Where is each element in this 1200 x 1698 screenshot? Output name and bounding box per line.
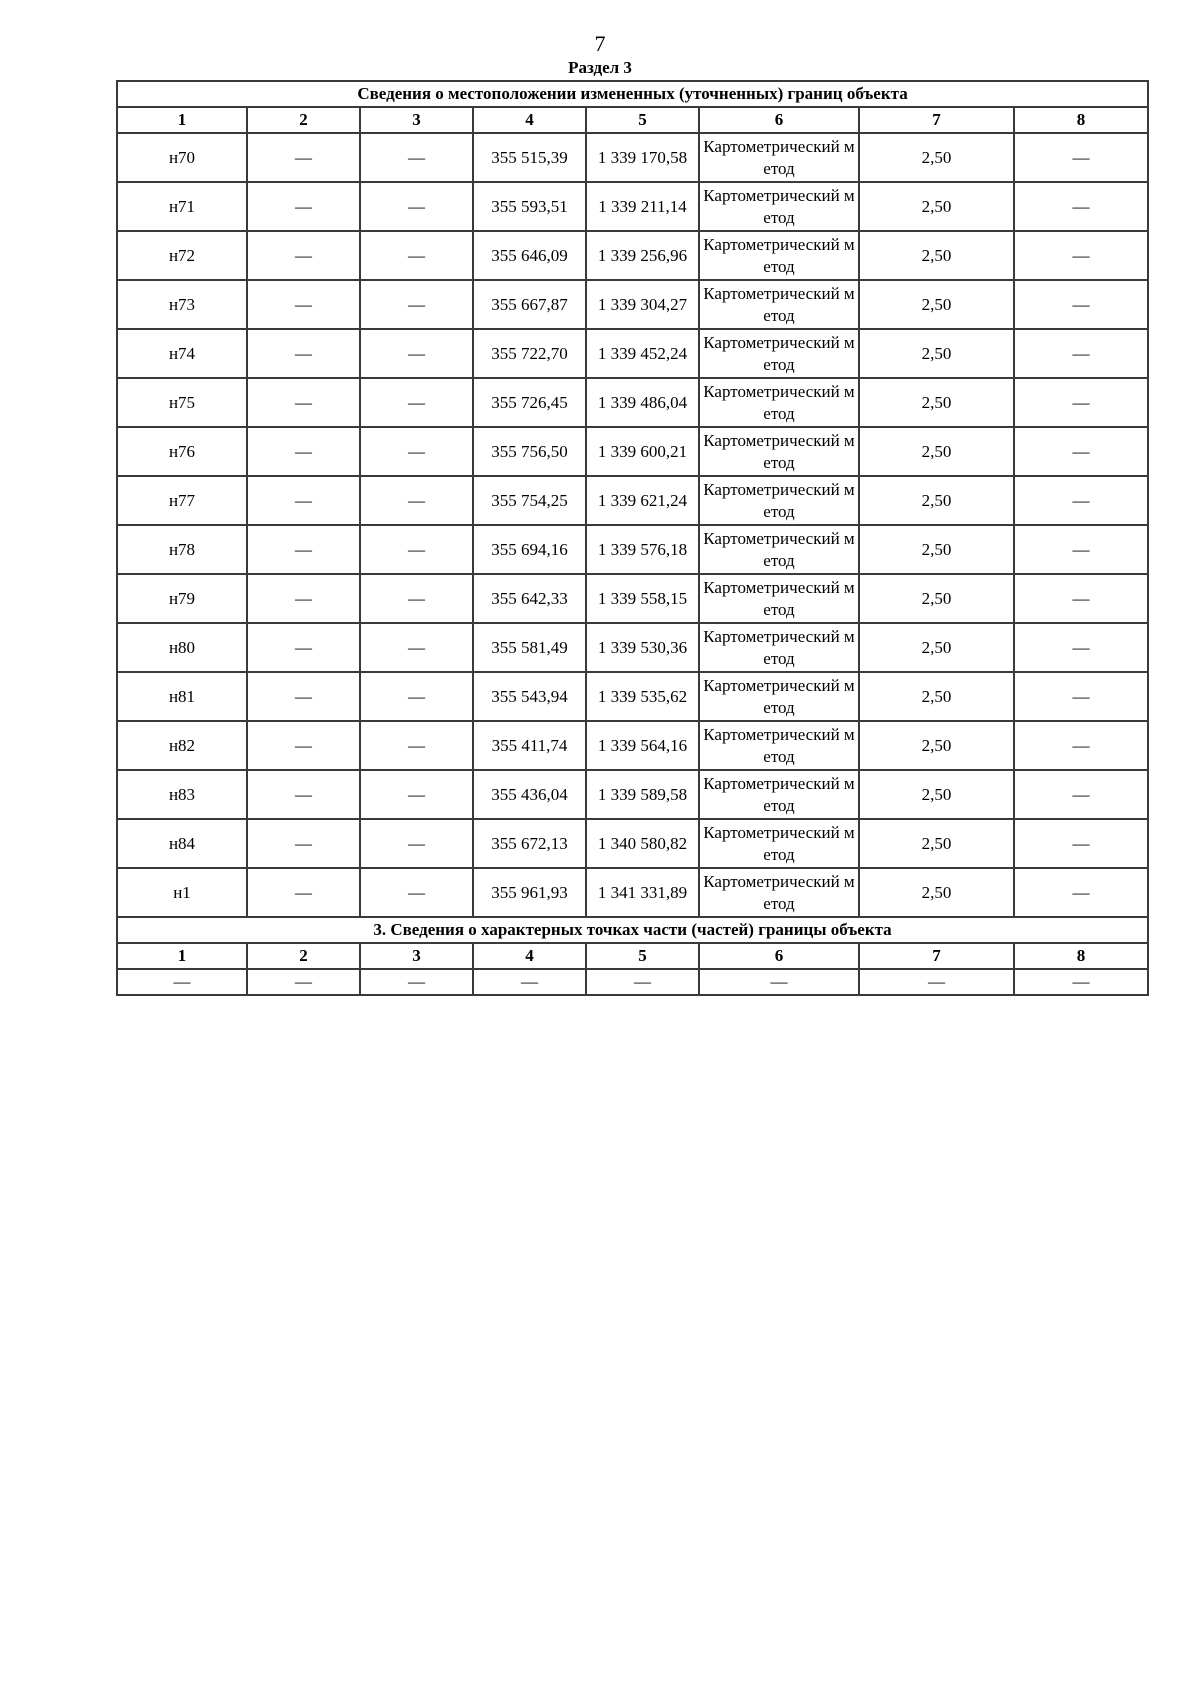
point-cell: н72 <box>117 231 247 280</box>
parts-column-header: 1 <box>117 943 247 969</box>
col8-cell: — <box>1014 672 1148 721</box>
method-cell: Картометрический метод <box>699 868 859 917</box>
accuracy-cell: 2,50 <box>859 133 1014 182</box>
point-cell: н76 <box>117 427 247 476</box>
parts-empty-row <box>117 969 1148 995</box>
parts-column-header: 4 <box>473 943 586 969</box>
point-cell: н82 <box>117 721 247 770</box>
table-row <box>117 133 1148 182</box>
point-cell: н81 <box>117 672 247 721</box>
col3-cell: — <box>360 721 473 770</box>
table-row <box>117 476 1148 525</box>
col8-cell: — <box>1014 133 1148 182</box>
col3-cell: — <box>360 574 473 623</box>
col8-cell: — <box>1014 329 1148 378</box>
x-coordinate-cell: 355 515,39 <box>473 133 586 182</box>
boundary-table <box>116 80 1149 996</box>
accuracy-cell: 2,50 <box>859 280 1014 329</box>
y-coordinate-cell: 1 339 600,21 <box>586 427 699 476</box>
parts-column-header: 5 <box>586 943 699 969</box>
column-header: 8 <box>1014 107 1148 133</box>
method-cell: Картометрический метод <box>699 133 859 182</box>
col8-cell: — <box>1014 868 1148 917</box>
y-coordinate-cell: 1 339 535,62 <box>586 672 699 721</box>
y-coordinate-cell: 1 339 486,04 <box>586 378 699 427</box>
accuracy-cell: 2,50 <box>859 476 1014 525</box>
point-cell: н75 <box>117 378 247 427</box>
x-coordinate-cell: 355 593,51 <box>473 182 586 231</box>
column-header: 7 <box>859 107 1014 133</box>
col2-cell: — <box>247 182 360 231</box>
point-cell: н73 <box>117 280 247 329</box>
accuracy-cell: 2,50 <box>859 525 1014 574</box>
parts-column-header: 6 <box>699 943 859 969</box>
parts-cell: — <box>859 969 1014 995</box>
parts-cell: — <box>247 969 360 995</box>
col3-cell: — <box>360 133 473 182</box>
accuracy-cell: 2,50 <box>859 819 1014 868</box>
col3-cell: — <box>360 623 473 672</box>
y-coordinate-cell: 1 339 211,14 <box>586 182 699 231</box>
table-row <box>117 280 1148 329</box>
x-coordinate-cell: 355 726,45 <box>473 378 586 427</box>
accuracy-cell: 2,50 <box>859 672 1014 721</box>
point-cell: н84 <box>117 819 247 868</box>
col8-cell: — <box>1014 525 1148 574</box>
col8-cell: — <box>1014 623 1148 672</box>
col2-cell: — <box>247 476 360 525</box>
col3-cell: — <box>360 525 473 574</box>
method-cell: Картометрический метод <box>699 819 859 868</box>
column-header: 6 <box>699 107 859 133</box>
col3-cell: — <box>360 280 473 329</box>
y-coordinate-cell: 1 339 564,16 <box>586 721 699 770</box>
x-coordinate-cell: 355 961,93 <box>473 868 586 917</box>
point-cell: н77 <box>117 476 247 525</box>
accuracy-cell: 2,50 <box>859 574 1014 623</box>
table-caption-row <box>117 81 1148 107</box>
point-cell: н79 <box>117 574 247 623</box>
column-header: 1 <box>117 107 247 133</box>
method-cell: Картометрический метод <box>699 672 859 721</box>
col8-cell: — <box>1014 721 1148 770</box>
method-cell: Картометрический метод <box>699 721 859 770</box>
method-cell: Картометрический метод <box>699 770 859 819</box>
y-coordinate-cell: 1 339 256,96 <box>586 231 699 280</box>
point-cell: н83 <box>117 770 247 819</box>
col3-cell: — <box>360 770 473 819</box>
x-coordinate-cell: 355 543,94 <box>473 672 586 721</box>
accuracy-cell: 2,50 <box>859 427 1014 476</box>
accuracy-cell: 2,50 <box>859 182 1014 231</box>
parts-column-header: 7 <box>859 943 1014 969</box>
point-cell: н71 <box>117 182 247 231</box>
method-cell: Картометрический метод <box>699 280 859 329</box>
y-coordinate-cell: 1 340 580,82 <box>586 819 699 868</box>
method-cell: Картометрический метод <box>699 574 859 623</box>
table-row <box>117 623 1148 672</box>
accuracy-cell: 2,50 <box>859 868 1014 917</box>
parts-cell: — <box>473 969 586 995</box>
col8-cell: — <box>1014 574 1148 623</box>
col2-cell: — <box>247 672 360 721</box>
col2-cell: — <box>247 525 360 574</box>
accuracy-cell: 2,50 <box>859 721 1014 770</box>
parts-cell: — <box>117 969 247 995</box>
table-row <box>117 525 1148 574</box>
x-coordinate-cell: 355 411,74 <box>473 721 586 770</box>
table-row <box>117 427 1148 476</box>
table-row <box>117 868 1148 917</box>
col3-cell: — <box>360 819 473 868</box>
parts-caption-row <box>117 917 1148 943</box>
x-coordinate-cell: 355 646,09 <box>473 231 586 280</box>
col8-cell: — <box>1014 378 1148 427</box>
table-row <box>117 574 1148 623</box>
table-caption: Сведения о местоположении измененных (уточненных) границ объекта <box>117 81 1148 107</box>
parts-cell: — <box>586 969 699 995</box>
col2-cell: — <box>247 427 360 476</box>
method-cell: Картометрический метод <box>699 476 859 525</box>
table-row <box>117 329 1148 378</box>
point-cell: н80 <box>117 623 247 672</box>
col8-cell: — <box>1014 231 1148 280</box>
col8-cell: — <box>1014 427 1148 476</box>
col2-cell: — <box>247 770 360 819</box>
parts-cell: — <box>360 969 473 995</box>
col2-cell: — <box>247 623 360 672</box>
col8-cell: — <box>1014 476 1148 525</box>
col2-cell: — <box>247 819 360 868</box>
col3-cell: — <box>360 182 473 231</box>
col2-cell: — <box>247 378 360 427</box>
method-cell: Картометрический метод <box>699 623 859 672</box>
y-coordinate-cell: 1 339 589,58 <box>586 770 699 819</box>
table-row <box>117 770 1148 819</box>
col2-cell: — <box>247 329 360 378</box>
y-coordinate-cell: 1 339 558,15 <box>586 574 699 623</box>
col8-cell: — <box>1014 819 1148 868</box>
col3-cell: — <box>360 868 473 917</box>
column-header-row <box>117 107 1148 133</box>
parts-header-row <box>117 943 1148 969</box>
parts-caption: 3. Сведения о характерных точках части (частей) границы объекта <box>117 917 1148 943</box>
x-coordinate-cell: 355 642,33 <box>473 574 586 623</box>
y-coordinate-cell: 1 339 530,36 <box>586 623 699 672</box>
point-cell: н1 <box>117 868 247 917</box>
table-row <box>117 672 1148 721</box>
col8-cell: — <box>1014 280 1148 329</box>
x-coordinate-cell: 355 672,13 <box>473 819 586 868</box>
method-cell: Картометрический метод <box>699 329 859 378</box>
method-cell: Картометрический метод <box>699 525 859 574</box>
y-coordinate-cell: 1 339 621,24 <box>586 476 699 525</box>
y-coordinate-cell: 1 339 576,18 <box>586 525 699 574</box>
parts-column-header: 3 <box>360 943 473 969</box>
col2-cell: — <box>247 574 360 623</box>
x-coordinate-cell: 355 722,70 <box>473 329 586 378</box>
y-coordinate-cell: 1 339 304,27 <box>586 280 699 329</box>
col2-cell: — <box>247 133 360 182</box>
y-coordinate-cell: 1 339 170,58 <box>586 133 699 182</box>
method-cell: Картометрический метод <box>699 378 859 427</box>
point-cell: н70 <box>117 133 247 182</box>
y-coordinate-cell: 1 339 452,24 <box>586 329 699 378</box>
col3-cell: — <box>360 427 473 476</box>
page-number: 7 <box>594 31 606 56</box>
col3-cell: — <box>360 329 473 378</box>
col8-cell: — <box>1014 182 1148 231</box>
column-header: 4 <box>473 107 586 133</box>
point-cell: н78 <box>117 525 247 574</box>
parts-cell: — <box>699 969 859 995</box>
method-cell: Картометрический метод <box>699 231 859 280</box>
col3-cell: — <box>360 378 473 427</box>
accuracy-cell: 2,50 <box>859 378 1014 427</box>
col2-cell: — <box>247 721 360 770</box>
method-cell: Картометрический метод <box>699 182 859 231</box>
column-header: 3 <box>360 107 473 133</box>
col2-cell: — <box>247 280 360 329</box>
column-header: 5 <box>586 107 699 133</box>
accuracy-cell: 2,50 <box>859 623 1014 672</box>
col8-cell: — <box>1014 770 1148 819</box>
parts-cell: — <box>1014 969 1148 995</box>
point-cell: н74 <box>117 329 247 378</box>
section-title: Раздел 3 <box>568 58 632 77</box>
method-cell: Картометрический метод <box>699 427 859 476</box>
col3-cell: — <box>360 231 473 280</box>
table-row <box>117 378 1148 427</box>
x-coordinate-cell: 355 756,50 <box>473 427 586 476</box>
y-coordinate-cell: 1 341 331,89 <box>586 868 699 917</box>
x-coordinate-cell: 355 694,16 <box>473 525 586 574</box>
x-coordinate-cell: 355 667,87 <box>473 280 586 329</box>
col2-cell: — <box>247 868 360 917</box>
parts-column-header: 2 <box>247 943 360 969</box>
x-coordinate-cell: 355 754,25 <box>473 476 586 525</box>
accuracy-cell: 2,50 <box>859 329 1014 378</box>
accuracy-cell: 2,50 <box>859 231 1014 280</box>
table-row <box>117 182 1148 231</box>
table-row <box>117 721 1148 770</box>
column-header: 2 <box>247 107 360 133</box>
x-coordinate-cell: 355 436,04 <box>473 770 586 819</box>
table-row <box>117 819 1148 868</box>
x-coordinate-cell: 355 581,49 <box>473 623 586 672</box>
col3-cell: — <box>360 672 473 721</box>
col3-cell: — <box>360 476 473 525</box>
col2-cell: — <box>247 231 360 280</box>
accuracy-cell: 2,50 <box>859 770 1014 819</box>
table-row <box>117 231 1148 280</box>
parts-column-header: 8 <box>1014 943 1148 969</box>
